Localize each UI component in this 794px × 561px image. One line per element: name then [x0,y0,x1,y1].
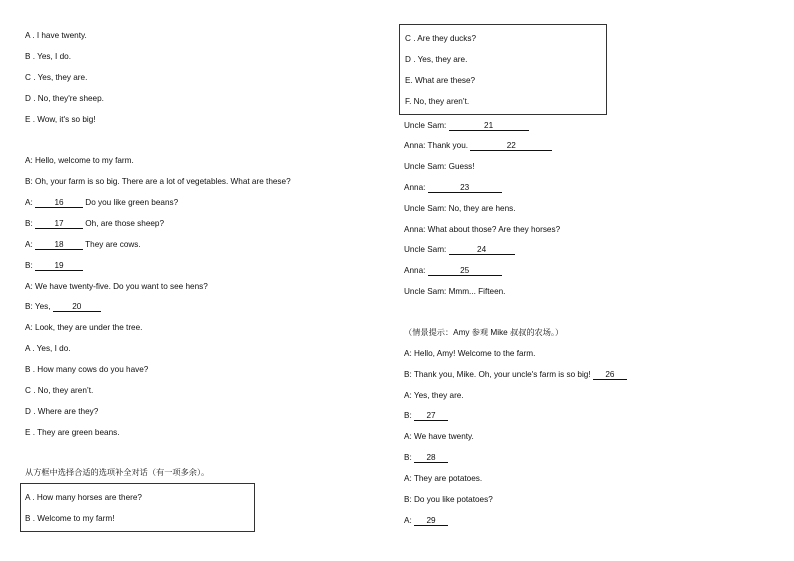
dialogue-line: B: Oh, your farm is so big. There are a lot of vegetables. What are these? [25,177,291,186]
option-line: E. What are these? [405,76,476,85]
option-line: D . No, they're sheep. [25,94,104,103]
speaker: B: [404,453,415,462]
dialogue-line [25,261,83,271]
option-line: D . Yes, they are. [405,55,468,64]
answer-blank-26[interactable]: 26 [593,370,627,380]
dialogue-line [404,245,515,255]
dialogue-line [404,141,552,151]
dialogue-line [25,302,101,312]
options-box-top [399,24,607,115]
scene-hint: （情景提示：Amy 参观 Mike 叔叔的农场。） [404,328,564,337]
dialogue-line [404,411,448,421]
answer-blank-17[interactable]: 17 [35,219,83,229]
line-text: They are cows. [83,240,141,249]
answer-blank-23[interactable]: 23 [428,183,502,193]
dialogue-line: A: We have twenty. [404,432,474,441]
option-line: B . How many cows do you have? [25,365,149,374]
dialogue-line: A: Look, they are under the tree. [25,323,143,332]
speaker: B: [25,261,36,270]
dialogue-line [404,453,448,463]
option-line: A . I have twenty. [25,31,87,40]
dialogue-line [404,183,502,193]
dialogue-line: A: Hello, Amy! Welcome to the farm. [404,349,536,358]
line-text: Do you like green beans? [83,198,179,207]
right-column [397,0,794,561]
option-line: A . Yes, I do. [25,344,71,353]
option-line: F. No, they aren’t. [405,97,470,106]
left-column [0,0,390,561]
speaker: A: [25,198,36,207]
answer-blank-27[interactable]: 27 [414,411,448,421]
option-line: A . How many horses are there? [25,493,142,502]
option-line: C . Yes, they are. [25,73,88,82]
option-line: C . Are they ducks? [405,34,476,43]
answer-blank-18[interactable]: 18 [35,240,83,250]
dialogue-line: Anna: What about those? Are they horses? [404,225,561,234]
speaker: Uncle Sam: [404,121,449,130]
line-text: Oh, are those sheep? [83,219,165,228]
option-line: B . Welcome to my farm! [25,514,115,523]
answer-blank-22[interactable]: 22 [470,141,552,151]
answer-blank-19[interactable]: 19 [35,261,83,271]
instruction: 从方框中选择合适的选项补全对话（有一项多余）。 [25,468,210,477]
speaker: B: Thank you, Mike. Oh, your uncle's farm is so big! [404,370,593,379]
dialogue-line: A: Hello, welcome to my farm. [25,156,134,165]
speaker: Anna: [404,266,428,275]
dialogue-line: B: Do you like potatoes? [404,495,493,504]
dialogue-line [404,266,502,276]
options-box-bottom [20,483,255,532]
speaker: Uncle Sam: [404,245,449,254]
dialogue-line [404,121,529,131]
speaker: Anna: Thank you. [404,141,471,150]
speaker: A: [404,516,415,525]
option-line: E . They are green beans. [25,428,120,437]
speaker: B: Yes, [25,302,53,311]
option-line: C . No, they aren’t. [25,386,94,395]
option-line: E . Wow, it's so big! [25,115,96,124]
speaker: A: [25,240,36,249]
dialogue-line [25,240,141,250]
answer-blank-28[interactable]: 28 [414,453,448,463]
dialogue-line: A: Yes, they are. [404,391,464,400]
dialogue-line: Uncle Sam: Mmm... Fifteen. [404,287,506,296]
option-line: D . Where are they? [25,407,99,416]
dialogue-line [25,219,164,229]
dialogue-line [404,516,448,526]
dialogue-line: Uncle Sam: No, they are hens. [404,204,516,213]
speaker: B: [25,219,36,228]
option-line: B . Yes, I do. [25,52,71,61]
speaker: B: [404,411,415,420]
dialogue-line: A: They are potatoes. [404,474,483,483]
dialogue-line: A: We have twenty-five. Do you want to see hens? [25,282,208,291]
answer-blank-29[interactable]: 29 [414,516,448,526]
dialogue-line [404,370,627,380]
answer-blank-21[interactable]: 21 [449,121,529,131]
speaker: Anna: [404,183,428,192]
answer-blank-16[interactable]: 16 [35,198,83,208]
dialogue-line [25,198,178,208]
answer-blank-25[interactable]: 25 [428,266,502,276]
answer-blank-20[interactable]: 20 [53,302,101,312]
answer-blank-24[interactable]: 24 [449,245,515,255]
dialogue-line: Uncle Sam: Guess! [404,162,475,171]
